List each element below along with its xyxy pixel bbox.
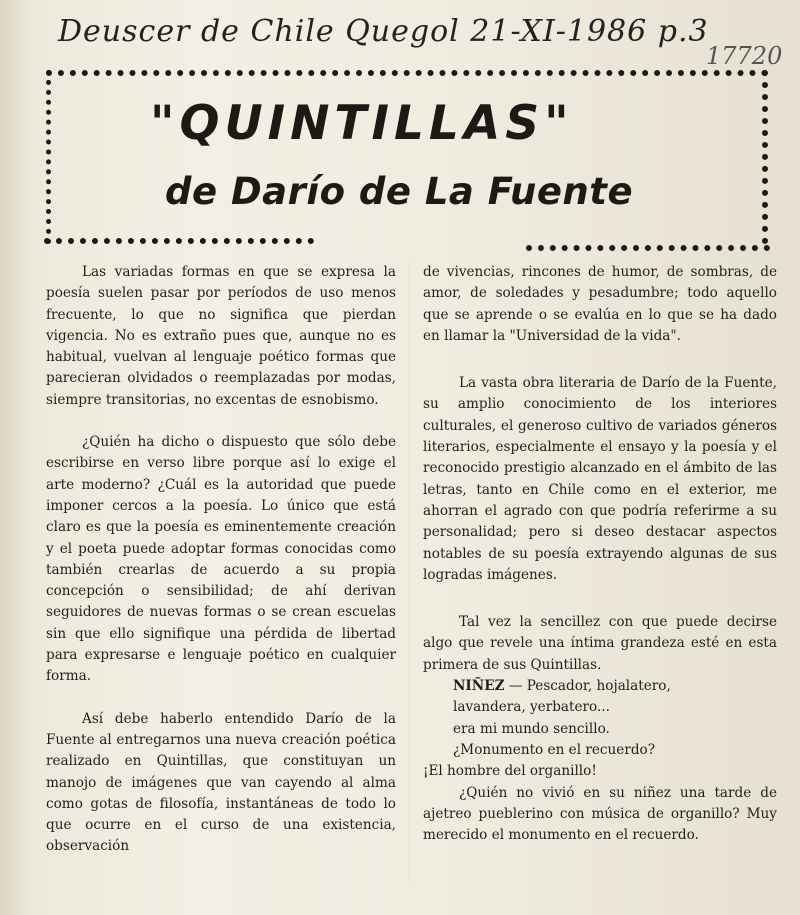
poem-line: lavandera, yerbatero... (453, 699, 610, 716)
article-byline: de Darío de La Fuente (165, 170, 634, 213)
archive-number: 17720 (706, 42, 783, 70)
column-left (46, 262, 396, 858)
paragraph: Tal vez la sencillez con que puede decirse algo que revele una íntima grandeza esté en esta primera de sus Quintillas. (423, 614, 777, 673)
column-right (423, 262, 777, 846)
paragraph: La vasta obra literaria de Darío de la Fuente, su amplio conocimiento de los interiores culturales, el generoso cultivo de variados géneros literarios, especialmente el ensayo y la poesía y el reconocido prestigio alcanzado en el ámbito de las letras, tanto en Chile como en el exterior, me ahorran el agrado con que podría referirme a su personalidad; pero si deseo destacar aspectos notables de su poesía extrayendo algunas de sus logradas imágenes. (423, 375, 777, 583)
paragraph: de vivencias, rincones de humor, de sombras, de amor, de soledades y pesadumbre; todo aquello que se aprende o se evalúa en lo que se ha dado en llamar la "Universidad de la vida". (423, 264, 777, 344)
paragraph: Las variadas formas en que se expresa la poesía suelen pasar por períodos de uso menos frecuente, lo que no significa que pierdan vigencia. No es extraño pues que, aunque no es habitual, vuelvan al lenguaje poético formas que parecieran olvidados o reemplazadas por modas, siempre transitorias, no excentas de esnobismo. (46, 264, 396, 408)
scan-margin (0, 0, 30, 915)
column-divider (409, 262, 410, 882)
headline-border-bottom-left (44, 238, 314, 244)
article-title: "QUINTILLAS" (150, 96, 574, 151)
paragraph: Así debe haberlo entendido Darío de la Fuente al entregarnos una nueva creación poética realizado en Quintillas, que constituyan un manojo de imágenes que van cayendo al alma como gotas de filosofía, instantáneas de todo lo que ocurre en el curso de una existencia, observación (46, 710, 396, 855)
poem-niñez (423, 676, 777, 782)
paragraph: ¿Quién no vivió en su niñez una tarde de ajetreo pueblerino con música de organillo? Muy merecido el monumento en el recuerdo. (423, 784, 777, 844)
poem-title: NIÑEZ (453, 678, 505, 695)
paragraph: ¿Quién ha dicho o dispuesto que sólo debe escribirse en verso libre porque así lo exige el arte moderno? ¿Cuál es la autoridad que puede imponer cercos a la poesía. Lo único que está claro es que la poesía es eminentemente creación y el poeta puede adoptar formas conocidas como también crearlas de acuerdo a su propia concepción o sensibilidad; de ahí derivan seguidores de nuevas formas o se crean escuelas sin que ello signifique una pérdida de libertad para expresarse e lenguaje poético en cualquier forma. (46, 434, 396, 685)
handwritten-source-note: Deuscer de Chile Quegol 21-XI-1986 p.3 (58, 14, 709, 49)
poem-line: ¡El hombre del organillo! (423, 763, 597, 780)
headline-border-bottom-right (526, 245, 770, 251)
poem-line: ¿Monumento en el recuerdo? (453, 741, 656, 758)
poem-line: era mi mundo sencillo. (453, 720, 610, 737)
poem-line: — Pescador, hojalatero, (508, 678, 671, 695)
